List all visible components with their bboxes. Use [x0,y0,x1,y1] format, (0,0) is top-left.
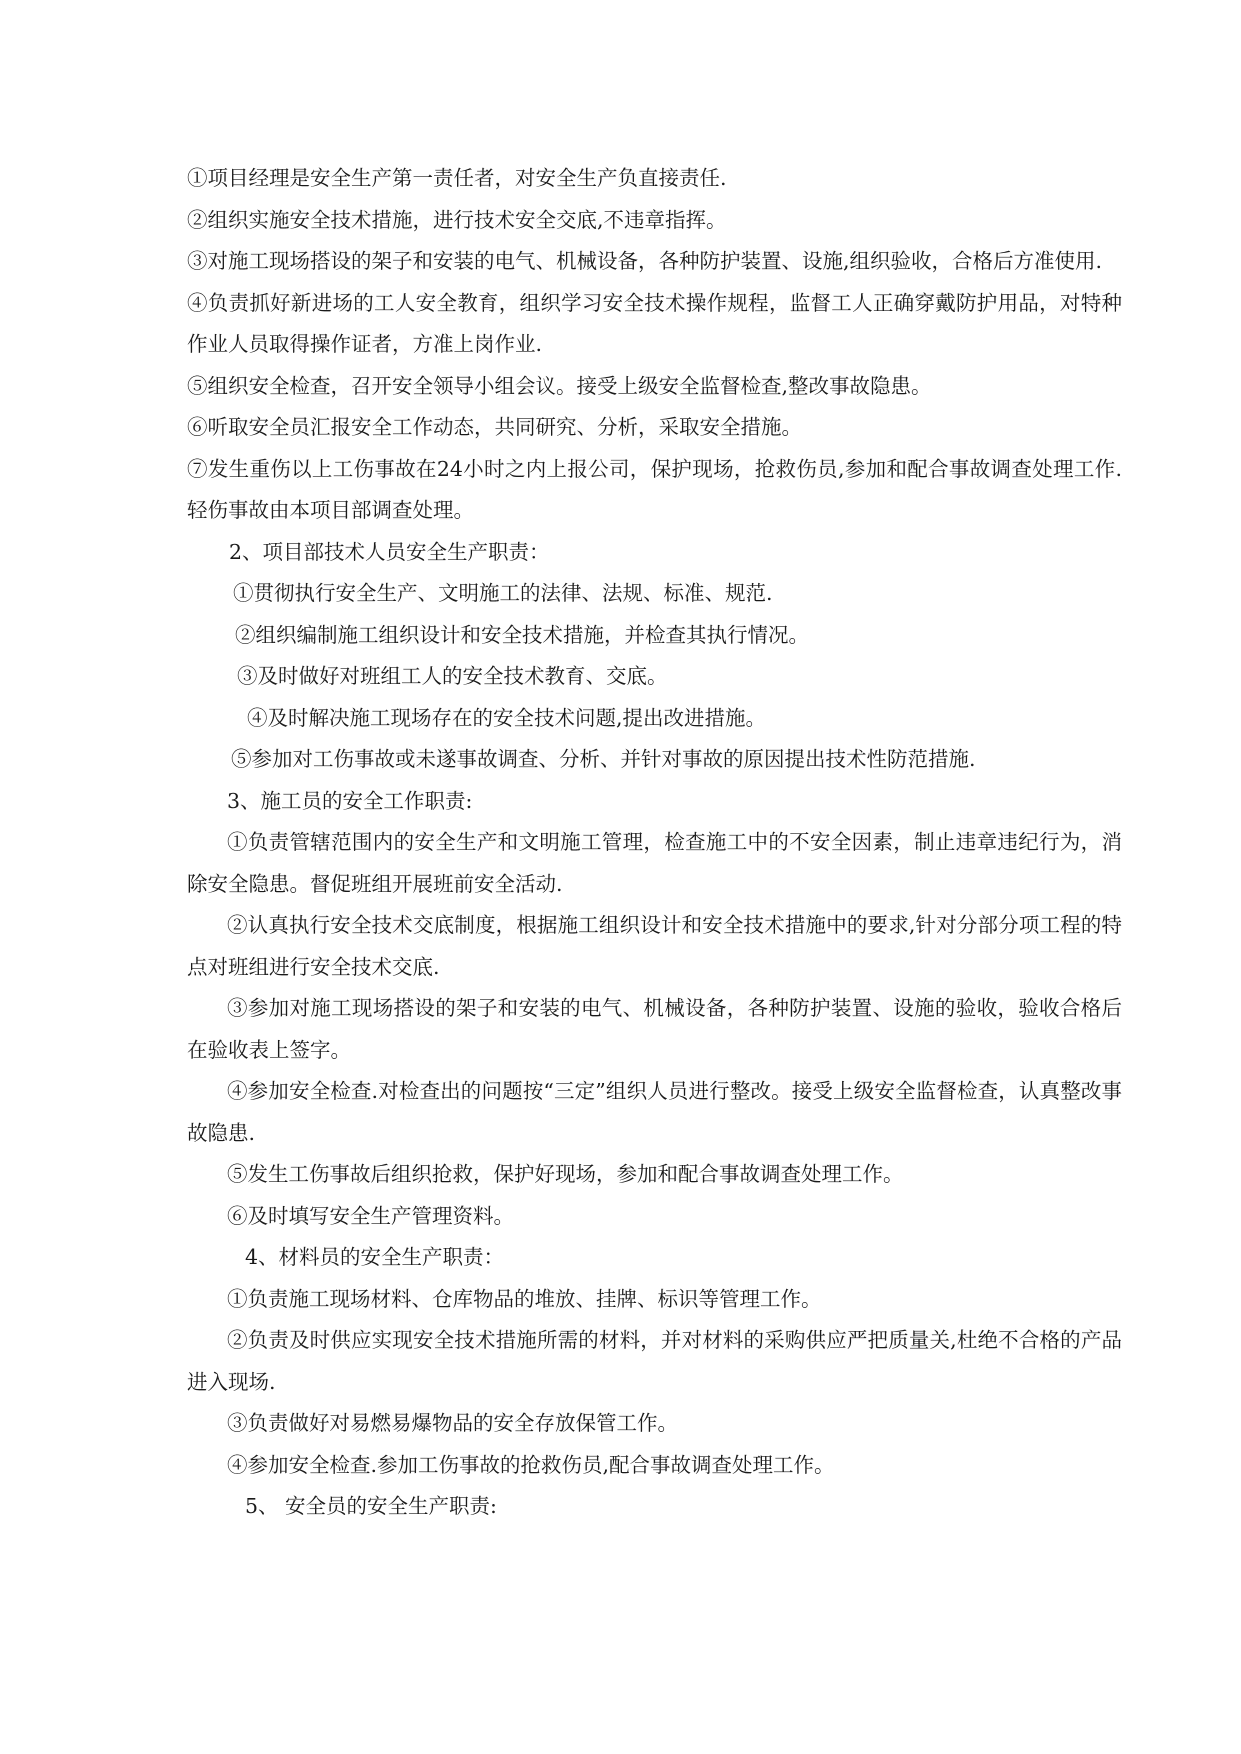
duty-item-mat-3: ③负责做好对易燃易爆物品的安全存放保管工作。 [227,1411,678,1435]
duty-item-mat-4: ④参加安全检查.参加工伤事故的抢救伤员,配合事故调查处理工作。 [227,1452,835,1477]
duty-item-mat-1: ①负责施工现场材料、仓库物品的堆放、挂牌、标识等管理工作。 [227,1286,822,1311]
duty-item-tech-2: ②组织编制施工组织设计和安全技术措施，并检查其执行情况。 [235,622,809,647]
duty-item-pm-2: ②组织实施安全技术措施，进行技术安全交底,不违章指挥。 [187,207,727,232]
duty-item-constr-4: ④参加安全检查.对检查出的问题按“三定”组织人员进行整改。接受上级安全监督检查，认真整改事故隐患. [187,1079,1122,1145]
duty-item-constr-3: ③参加对施工现场搭设的架子和安装的电气、机械设备，各种防护装置、设施的验收，验收合格后在验收表上签字。 [187,996,1122,1062]
duty-item-mat-2: ②负责及时供应实现安全技术措施所需的材料，并对材料的采购供应严把质量关,杜绝不合格的产品进入现场. [187,1328,1122,1394]
duty-item-pm-4: ④负责抓好新进场的工人安全教育，组织学习安全技术操作规程，监督工人正确穿戴防护用品，对特种作业人员取得操作证者，方准上岗作业. [187,290,1122,356]
duty-item-pm-6: ⑥听取安全员汇报安全工作动态，共同研究、分析，采取安全措施。 [187,415,802,439]
duty-item-constr-6: ⑥及时填写安全生产管理资料。 [227,1203,514,1228]
duty-item-constr-1: ①负责管辖范围内的安全生产和文明施工管理，检查施工中的不安全因素，制止违章违纪行为，消除安全隐患。督促班组开展班前安全活动. [187,830,1122,896]
duty-item-tech-1: ①贯彻执行安全生产、文明施工的法律、法规、标准、规范. [233,581,773,605]
section-heading-safety-officer: 5、 安全员的安全生产职责: [245,1494,497,1518]
duty-item-pm-5: ⑤组织安全检查，召开安全领导小组会议。接受上级安全监督检查,整改事故隐患。 [187,373,932,398]
duty-item-constr-2: ②认真执行安全技术交底制度，根据施工组织设计和安全技术措施中的要求,针对分部分项工程的特点对班组进行安全技术交底. [187,913,1122,979]
duty-item-tech-3: ③及时做好对班组工人的安全技术教育、交底。 [237,664,668,688]
section-heading-construction-officer: 3、施工员的安全工作职责: [227,788,473,813]
duty-item-pm-1: ①项目经理是安全生产第一责任者，对安全生产负直接责任. [187,166,727,190]
duty-item-constr-5: ⑤发生工伤事故后组织抢救，保护好现场，参加和配合事故调查处理工作。 [227,1162,904,1186]
duty-item-tech-4: ④及时解决施工现场存在的安全技术问题,提出改进措施。 [247,705,767,730]
duty-item-pm-3: ③对施工现场搭设的架子和安装的电气、机械设备，各种防护装置、设施,组织验收，合格后方准使用. [187,249,1103,273]
document-body [187,158,1122,1528]
section-heading-materials-officer: 4、材料员的安全生产职责： [245,1245,505,1269]
duty-item-pm-7: ⑦发生重伤以上工伤事故在24小时之内上报公司，保护现场，抢救伤员,参加和配合事故调查处理工作.轻伤事故由本项目部调查处理。 [187,456,1122,522]
section-heading-technical-staff: 2、项目部技术人员安全生产职责： [229,539,550,564]
duty-item-tech-5: ⑤参加对工伤事故或未遂事故调查、分析、并针对事故的原因提出技术性防范措施. [231,747,976,771]
